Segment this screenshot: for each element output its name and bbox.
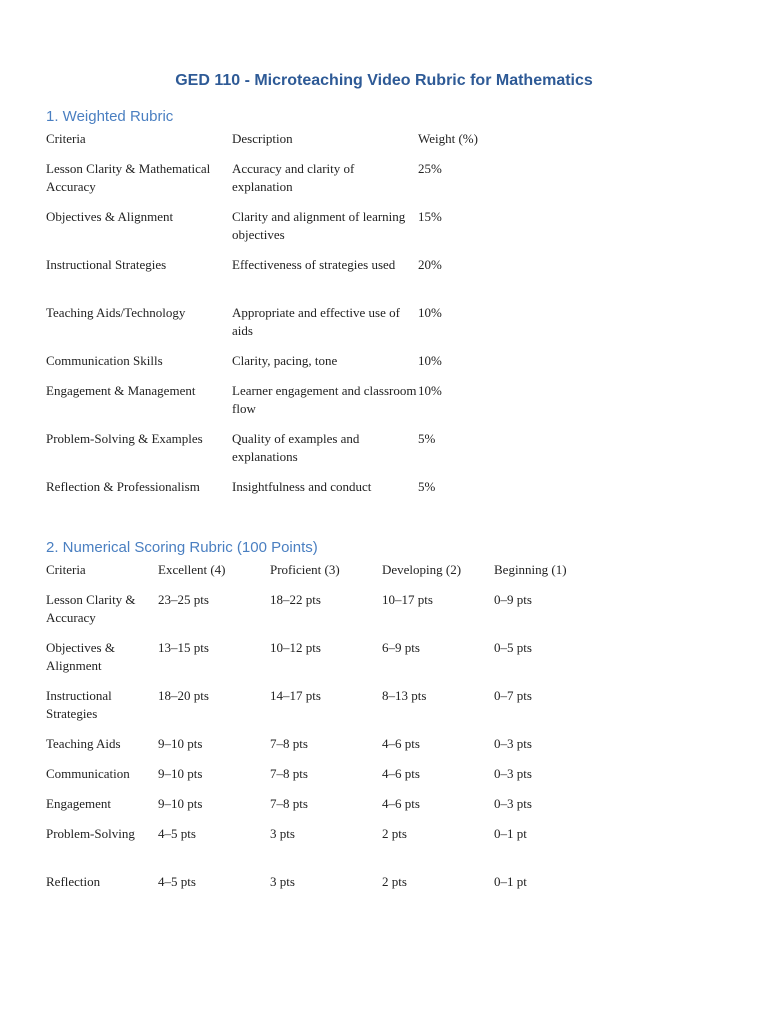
weight-cell: 20% (418, 257, 442, 272)
beginning-cell: 0–9 pts (494, 592, 532, 607)
criteria-cell: Problem-Solving & Examples (46, 431, 203, 446)
proficient-cell: 18–22 pts (270, 592, 321, 607)
developing-cell: 4–6 pts (382, 766, 420, 781)
description-cell: Quality of examples and explanations (232, 431, 360, 464)
criteria-cell: Instructional Strategies (46, 257, 167, 272)
beginning-cell: 0–1 pt (494, 826, 527, 841)
table-row (46, 873, 606, 903)
table-row (46, 208, 558, 256)
proficient-cell: 7–8 pts (270, 766, 308, 781)
table-row (46, 160, 558, 208)
description-cell: Effectiveness of strategies used (232, 257, 396, 272)
weight-cell: 5% (418, 431, 436, 446)
excellent-cell: 18–20 pts (158, 688, 209, 703)
document-title: GED 110 - Microteaching Video Rubric for Mathematics (175, 72, 593, 89)
column-header-excellent: Excellent (4) (158, 562, 226, 577)
developing-cell: 8–13 pts (382, 688, 427, 703)
column-header-description: Description (232, 131, 293, 146)
proficient-cell: 14–17 pts (270, 688, 321, 703)
beginning-cell: 0–5 pts (494, 640, 532, 655)
table-header-row (46, 561, 606, 591)
criteria-cell: Communication Skills (46, 353, 163, 368)
criteria-cell: Problem-Solving (46, 826, 135, 841)
table-row (46, 735, 606, 765)
developing-cell: 10–17 pts (382, 592, 433, 607)
weight-cell: 10% (418, 305, 442, 320)
criteria-cell: Teaching Aids (46, 736, 121, 751)
weight-cell: 5% (418, 479, 436, 494)
column-header-proficient: Proficient (3) (270, 562, 340, 577)
beginning-cell: 0–3 pts (494, 766, 532, 781)
criteria-cell: Teaching Aids/Technology (46, 305, 186, 320)
criteria-cell: Objectives & Alignment (46, 640, 115, 673)
description-cell: Clarity and alignment of learning objectives (232, 209, 406, 242)
beginning-cell: 0–1 pt (494, 874, 527, 889)
proficient-cell: 3 pts (270, 826, 295, 841)
excellent-cell: 13–15 pts (158, 640, 209, 655)
developing-cell: 4–6 pts (382, 796, 420, 811)
table-row (46, 765, 606, 795)
table-row (46, 687, 606, 735)
section-heading-weighted-rubric: 1. Weighted Rubric (46, 108, 174, 125)
numerical-scoring-table (46, 561, 606, 903)
beginning-cell: 0–3 pts (494, 736, 532, 751)
excellent-cell: 9–10 pts (158, 796, 203, 811)
table-row (46, 825, 606, 873)
excellent-cell: 23–25 pts (158, 592, 209, 607)
weight-cell: 10% (418, 383, 442, 398)
weight-cell: 10% (418, 353, 442, 368)
excellent-cell: 4–5 pts (158, 826, 196, 841)
beginning-cell: 0–3 pts (494, 796, 532, 811)
developing-cell: 2 pts (382, 826, 407, 841)
criteria-cell: Lesson Clarity & Accuracy (46, 592, 136, 625)
description-cell: Insightfulness and conduct (232, 479, 372, 494)
criteria-cell: Objectives & Alignment (46, 209, 174, 224)
developing-cell: 4–6 pts (382, 736, 420, 751)
excellent-cell: 9–10 pts (158, 766, 203, 781)
proficient-cell: 7–8 pts (270, 736, 308, 751)
developing-cell: 2 pts (382, 874, 407, 889)
developing-cell: 6–9 pts (382, 640, 420, 655)
description-cell: Clarity, pacing, tone (232, 353, 338, 368)
criteria-cell: Instructional Strategies (46, 688, 112, 721)
description-cell: Learner engagement and classroom flow (232, 383, 417, 416)
excellent-cell: 4–5 pts (158, 874, 196, 889)
column-header-beginning: Beginning (1) (494, 562, 567, 577)
table-row (46, 256, 558, 304)
criteria-cell: Lesson Clarity & Mathematical Accuracy (46, 161, 211, 194)
weighted-rubric-table (46, 130, 558, 526)
proficient-cell: 7–8 pts (270, 796, 308, 811)
criteria-cell: Engagement & Management (46, 383, 196, 398)
weight-cell: 15% (418, 209, 442, 224)
table-row (46, 795, 606, 825)
table-row (46, 639, 606, 687)
table-row (46, 352, 558, 382)
description-cell: Accuracy and clarity of explanation (232, 161, 355, 194)
table-header-row (46, 130, 558, 160)
table-row (46, 304, 558, 352)
beginning-cell: 0–7 pts (494, 688, 532, 703)
table-row (46, 430, 558, 478)
excellent-cell: 9–10 pts (158, 736, 203, 751)
column-header-criteria: Criteria (46, 131, 86, 146)
description-cell: Appropriate and effective use of aids (232, 305, 400, 338)
section-heading-numerical-scoring: 2. Numerical Scoring Rubric (100 Points) (46, 539, 318, 556)
weight-cell: 25% (418, 161, 442, 176)
proficient-cell: 10–12 pts (270, 640, 321, 655)
table-row (46, 478, 558, 526)
proficient-cell: 3 pts (270, 874, 295, 889)
criteria-cell: Reflection & Professionalism (46, 479, 200, 494)
table-row (46, 382, 558, 430)
column-header-weight: Weight (%) (418, 131, 478, 146)
criteria-cell: Reflection (46, 874, 101, 889)
column-header-developing: Developing (2) (382, 562, 462, 577)
criteria-cell: Engagement (46, 796, 111, 811)
column-header-criteria: Criteria (46, 562, 86, 577)
table-row (46, 591, 606, 639)
criteria-cell: Communication (46, 766, 130, 781)
